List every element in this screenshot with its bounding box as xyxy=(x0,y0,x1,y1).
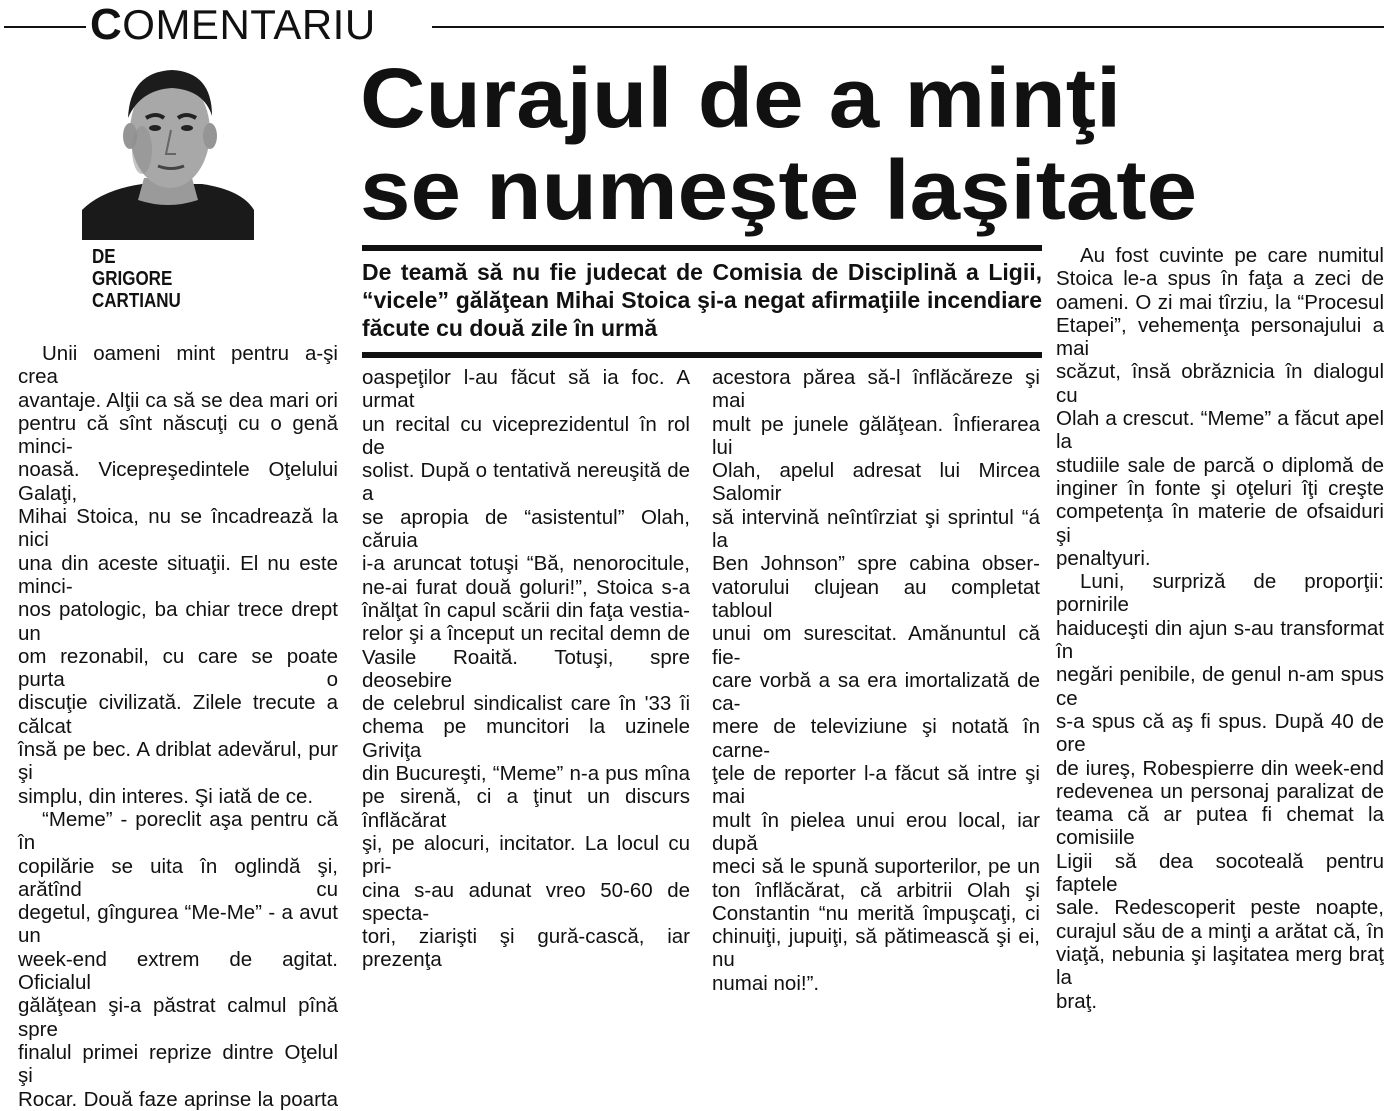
body-line: Vasile Roaită. Totuşi, spre deosebire xyxy=(362,645,690,692)
body-line: penaltyuri. xyxy=(1056,546,1151,570)
body-line: negări penibile, de genul n-am spus ce xyxy=(1056,663,1384,710)
subhead-rule-bottom xyxy=(362,352,1042,358)
body-line: viaţă, nebunia şi laşitatea merg braţ la xyxy=(1056,942,1384,990)
body-line: oaspeţilor l-au făcut să ia foc. A urmat xyxy=(362,366,690,413)
body-line: să intervină neîntîrziat şi sprintul “á la xyxy=(712,505,1040,553)
body-line: ton înflăcărat, că arbitrii Olah şi xyxy=(712,878,1040,902)
author-photo xyxy=(82,60,254,240)
body-line: un recital cu viceprezidentul în rol de xyxy=(362,412,690,459)
body-line: gălăţean şi-a păstrat calmul pînă spre xyxy=(18,994,338,1041)
body-line: se apropia de “asistentul” Olah, căruia xyxy=(362,505,690,553)
body-line: simplu, din interes. Şi iată de ce. xyxy=(18,784,314,808)
body-line: cina s-au adunat vreo 50-60 de specta- xyxy=(362,878,690,925)
body-line: Rocar. Două faze aprinse la poarta xyxy=(18,1087,338,1111)
body-line: mult pe junele gălăţean. Înfierarea lui xyxy=(712,412,1040,459)
body-line: Ligii să dea socoteală pentru faptele xyxy=(1056,849,1384,897)
top-rule-right xyxy=(432,26,1384,28)
body-line: competenţa în materie de ofsaiduri şi xyxy=(1056,500,1384,547)
headline-line-2: se numeşte laşitate xyxy=(360,143,1198,237)
body-column-3 xyxy=(712,366,1040,995)
section-label-initial: C xyxy=(90,0,123,49)
body-line: însă pe bec. A driblat adevărul, pur şi xyxy=(18,738,338,785)
body-line: unui om surescitat. Amănuntul că fie- xyxy=(712,622,1040,669)
body-line: chinuiţi, jupuiţi, să pătimească şi ei, nu xyxy=(712,925,1040,972)
body-line: vatorului clujean au completat tabloul xyxy=(712,575,1040,622)
body-line: Olah a crescut. “Meme” a făcut apel la xyxy=(1056,407,1384,454)
subhead: De teamă să nu fie judecat de Comisia de Disciplină a Ligii, “vicele” gălăţean Mihai Stoica şi-a negat afirmaţiile incendiare făcute cu două zile în urmă xyxy=(362,259,1042,341)
body-line: numai noi!”. xyxy=(712,971,820,995)
byline-prefix: DE xyxy=(92,246,116,268)
body-line: acestora părea să-l înflăcăreze şi mai xyxy=(712,366,1040,413)
top-rule-left xyxy=(4,26,88,28)
body-line: ne-ai furat două goluri!”, Stoica s-a xyxy=(362,575,690,599)
body-line: braţ. xyxy=(1056,989,1098,1013)
body-line: s-a spus că aş fi spus. După 40 de ore xyxy=(1056,709,1384,757)
body-line: Unii oameni mint pentru a-şi crea xyxy=(18,342,338,389)
body-line: din Bucureşti, “Meme” n-a pus mîna xyxy=(362,762,690,786)
body-line: haiduceşti din ajun s-au transformat în xyxy=(1056,616,1384,664)
body-line: înălţat în capul scării din faţa vestia- xyxy=(362,598,690,622)
body-line: sale. Redescoperit peste noapte, xyxy=(1056,896,1384,920)
body-line: ţele de reporter l-a făcut să intre şi mai xyxy=(712,762,1040,809)
byline xyxy=(92,246,181,312)
body-line: “Meme” - poreclit aşa pentru că în xyxy=(18,807,338,855)
body-line: finalul primei reprize dintre Oţelul şi xyxy=(18,1040,338,1088)
body-line: Luni, surpriză de proporţii: pornirile xyxy=(1056,570,1384,617)
section-label-rest: OMENTARIU xyxy=(122,1,376,48)
body-line: noasă. Vicepreşedintele Oţelului Galaţi, xyxy=(18,458,338,505)
body-line: Ben Johnson” spre cabina obser- xyxy=(712,552,1040,576)
body-line: de iureş, Robespierre din week-end xyxy=(1056,756,1384,780)
body-line: Constantin “nu merită împuşcaţi, ci xyxy=(712,901,1040,925)
body-line: chema pe muncitori la uzinele Griviţa xyxy=(362,715,690,762)
body-line: curajul său de a minţi a arătat că, în xyxy=(1056,919,1384,943)
body-line: Olah, apelul adresat lui Mircea Salomir xyxy=(712,459,1040,506)
body-line: degetul, gîngurea “Me-Me” - a avut un xyxy=(18,901,338,948)
body-line: pentru că sînt născuţi cu o genă minci- xyxy=(18,411,338,459)
body-line: inginer în fonte şi oţeluri îţi creşte xyxy=(1056,476,1384,500)
body-line: avantaje. Alţii ca să se dea mari ori xyxy=(18,388,338,412)
body-line: oameni. O zi mai tîrziu, la “Procesul xyxy=(1056,290,1384,314)
headline xyxy=(360,52,1393,236)
body-line: redevenea un personaj paralizat de xyxy=(1056,779,1384,803)
body-column-4 xyxy=(1056,244,1384,1013)
body-line: teama că ar putea fi chemat la comisiile xyxy=(1056,803,1384,850)
body-line: pe sirenă, ci a ţinut un discurs înflăcărat xyxy=(362,785,690,832)
body-line: copilărie se uita în oglindă şi, arătînd cu xyxy=(18,854,338,901)
author-last-name: CARTIANU xyxy=(92,290,181,312)
body-line: nos patologic, ba chiar trece drept un xyxy=(18,598,338,645)
subhead-rule-top xyxy=(362,245,1042,251)
body-line: discuţie civilizată. Zilele trecute a călcat xyxy=(18,691,338,738)
body-line: relor şi a început un recital demn de xyxy=(362,622,690,646)
headline-line-1: Curajul de a minţi xyxy=(360,51,1122,145)
body-line: tori, ziarişti şi gură-cască, iar prezenţa xyxy=(362,925,690,972)
body-line: Stoica le-a spus în faţa a zeci de xyxy=(1056,267,1384,291)
body-line: i-a aruncat totuşi “Bă, nenorocitule, xyxy=(362,552,690,576)
body-line: om rezonabil, cu care se poate purta o xyxy=(18,644,338,692)
body-line: Au fost cuvinte pe care numitul xyxy=(1080,244,1384,267)
body-column-2 xyxy=(362,366,690,972)
author-first-name: GRIGORE xyxy=(92,268,173,290)
body-line: şi, pe alocuri, incitator. La locul cu pri- xyxy=(362,831,690,879)
body-line: care vorbă a sa era imortalizată de ca- xyxy=(712,668,1040,716)
body-line: una din aceste situaţii. El nu este minci- xyxy=(18,551,338,598)
body-line: meci să le spună suporterilor, pe un xyxy=(712,855,1040,879)
body-line: Etapei”, vehemenţa personajului a mai xyxy=(1056,313,1384,361)
body-line: de celebrul sindicalist care în '33 îi xyxy=(362,692,690,716)
body-line: solist. După o tentativă nereuşită de a xyxy=(362,459,690,506)
section-label xyxy=(86,2,380,48)
body-line: mere de televiziune şi notată în carne- xyxy=(712,715,1040,762)
body-line: Mihai Stoica, nu se încadrează la nici xyxy=(18,505,338,552)
body-line: studiile sale de parcă o diplomă de xyxy=(1056,453,1384,477)
body-line: scăzut, însă obrăznicia în dialogul cu xyxy=(1056,360,1384,407)
body-line: week-end extrem de agitat. Oficialul xyxy=(18,947,338,995)
body-column-1 xyxy=(18,342,338,1111)
body-line: mult în pielea unui erou local, iar după xyxy=(712,808,1040,855)
